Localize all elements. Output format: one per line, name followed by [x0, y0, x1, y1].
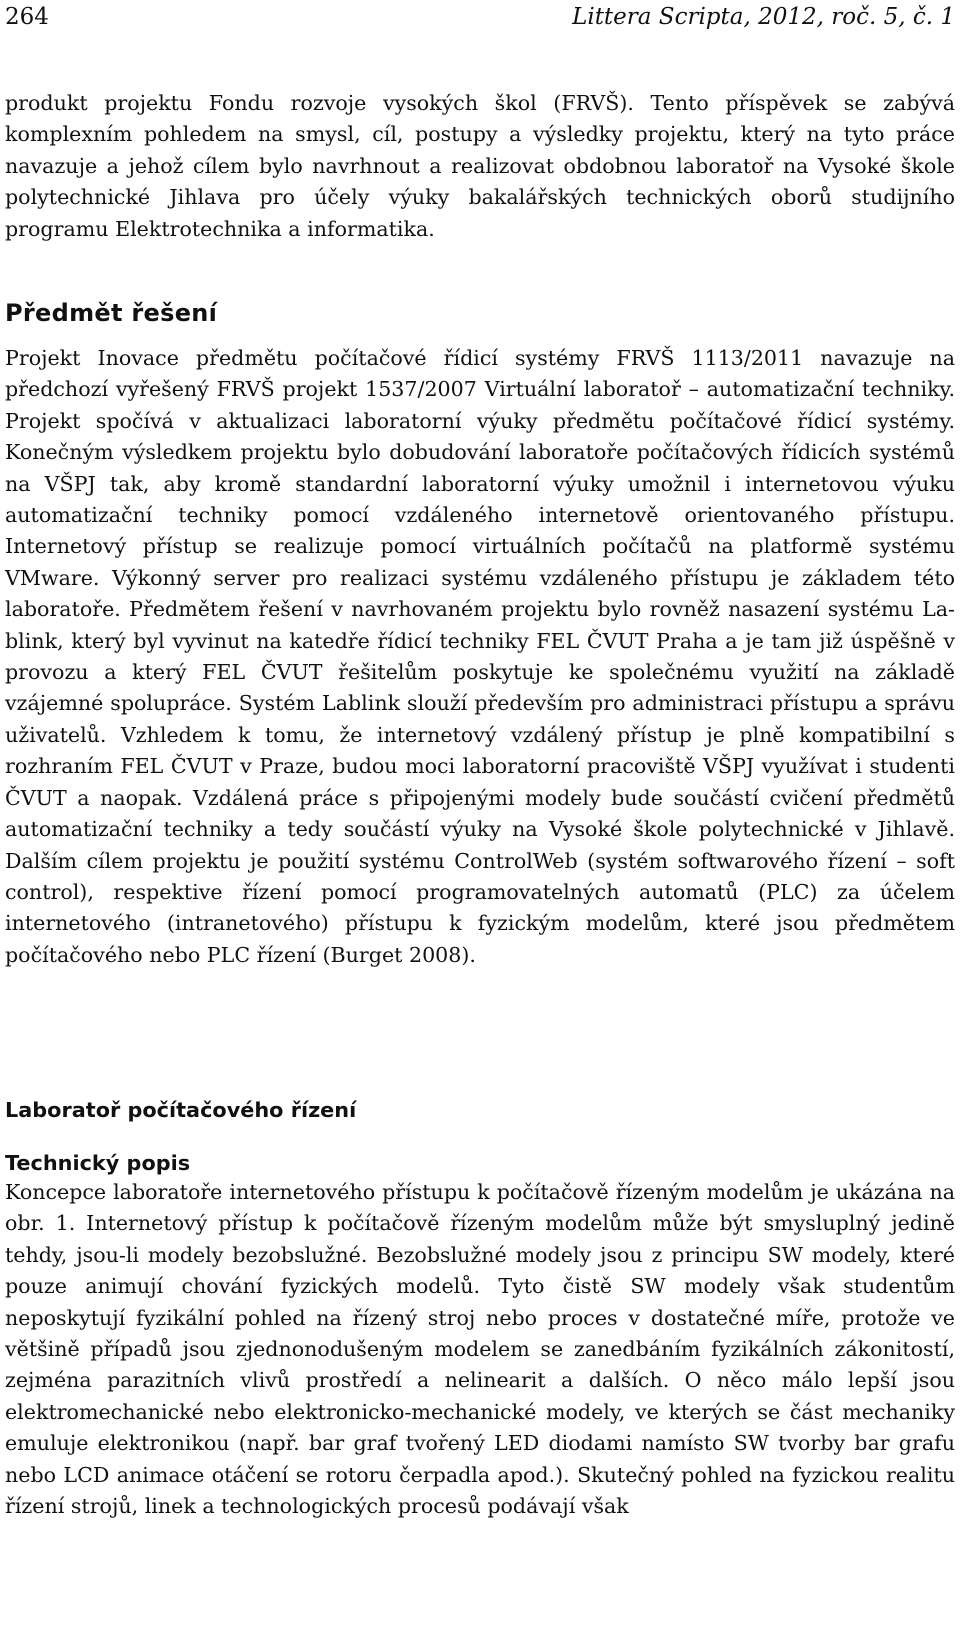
running-header — [5, 0, 955, 34]
subject-paragraph: Projekt Inovace předmětu počítačové řídicí systémy FRVŠ 1113/2011 navazuje na předchozí vyřešený FRVŠ projekt 1537/2007 Virtuální laboratoř – automatizační techniky. Projekt spočívá v aktualizaci laboratorní výuky předmětu počítačové řídicí systémy. Konečným výsledkem projektu bylo dobudování laboratoře počítačových řídicích systémů na VŠPJ tak, aby kromě standardní laboratorní výuky umožnil i internetovou výuku automatizační techniky pomocí vzdáleného internetově orientovaného přístupu. Internetový přístup se realizuje pomocí virtuálních počítačů na platformě systému VMware. Výkonný server pro realizaci systému vzdáleného přístupu je základem této laboratoře. Předmětem řešení v navrhovaném projektu bylo rovněž nasazení systému Lablink, který byl vyvinut na katedře řídicí techniky FEL ČVUT Praha a je tam již úspěšně v provozu a který FEL ČVUT řešitelům poskytuje ke společnému využití na základě vzájemné spolupráce. Systém Lablink slouží především pro administraci přístupu a správu uživatelů. Vzhledem k tomu, že internetový vzdálený přístup je plně kompatibilní s rozhraním FEL ČVUT v Praze, budou moci laboratorní pracoviště VŠPJ využívat i studenti ČVUT a naopak. Vzdálená práce s připojenými modely bude součástí cvičení předmětů automatizační techniky a tedy součástí výuky na Vysoké škole polytechnické v Jihlavě. Dalším cílem projektu je použití systému ControlWeb (systém softwarového řízení – soft control), respektive řízení pomocí programovatelných automatů (PLC) za účelem internetového (intranetového) přístupu k fyzickým modelům, které jsou předmětem počítačového nebo PLC řízení (Burget 2008). — [5, 346, 955, 967]
section-heading-lab: Laboratoř počítačového řízení — [5, 1098, 357, 1122]
subsection-heading-tech: Technický popis — [5, 1151, 191, 1175]
intro-paragraph: produkt projektu Fondu rozvoje vysokých škol (FRVŠ). Tento příspěvek se zabývá komplexním pohledem na smysl, cíl, postupy a výsledky projektu, který na tyto práce navazuje a jehož cílem bylo navrhnout a realizovat obdobnou laboratoř na Vysoké škole polytechnické Jihlava pro účely výuky bakalářských technických oborů studijního programu Elektrotechnika a informatika. — [5, 91, 955, 241]
tech-paragraph: Koncepce laboratoře internetového přístupu k počítačově řízeným modelům je ukázána na obr. 1. Internetový přístup k počítačově řízeným modelům může být smysluplný jedině tehdy, jsou-li modely bezobslužné. Bezobslužné modely jsou z principu SW modely, které pouze animují chování fyzických modelů. Tyto čistě SW modely však studentům neposkytují fyzikální pohled na řízený stroj nebo proces v dostatečné míře, protože ve většině případů jsou zjednonodušeným modelem se zanedbáním fyzikálních zákonitostí, zejména parazitních vlivů prostředí a nelinearit a dalších. O něco málo lepší jsou elektromechanické nebo elektronicko-mechanické modely, ve kterých se část mechaniky emuluje elektronikou (např. bar graf tvořený LED diodami namísto SW tvorby bar grafu nebo LCD animace otáčení se rotoru čerpadla apod.). Skutečný pohled na fyzickou realitu řízení strojů, linek a technologických procesů podávají však — [5, 1180, 955, 1519]
page-number: 264 — [5, 4, 49, 30]
section-heading-subject: Předmět řešení — [5, 299, 218, 327]
journal-title: Littera Scripta, 2012, roč. 5, č. 1 — [572, 4, 955, 30]
